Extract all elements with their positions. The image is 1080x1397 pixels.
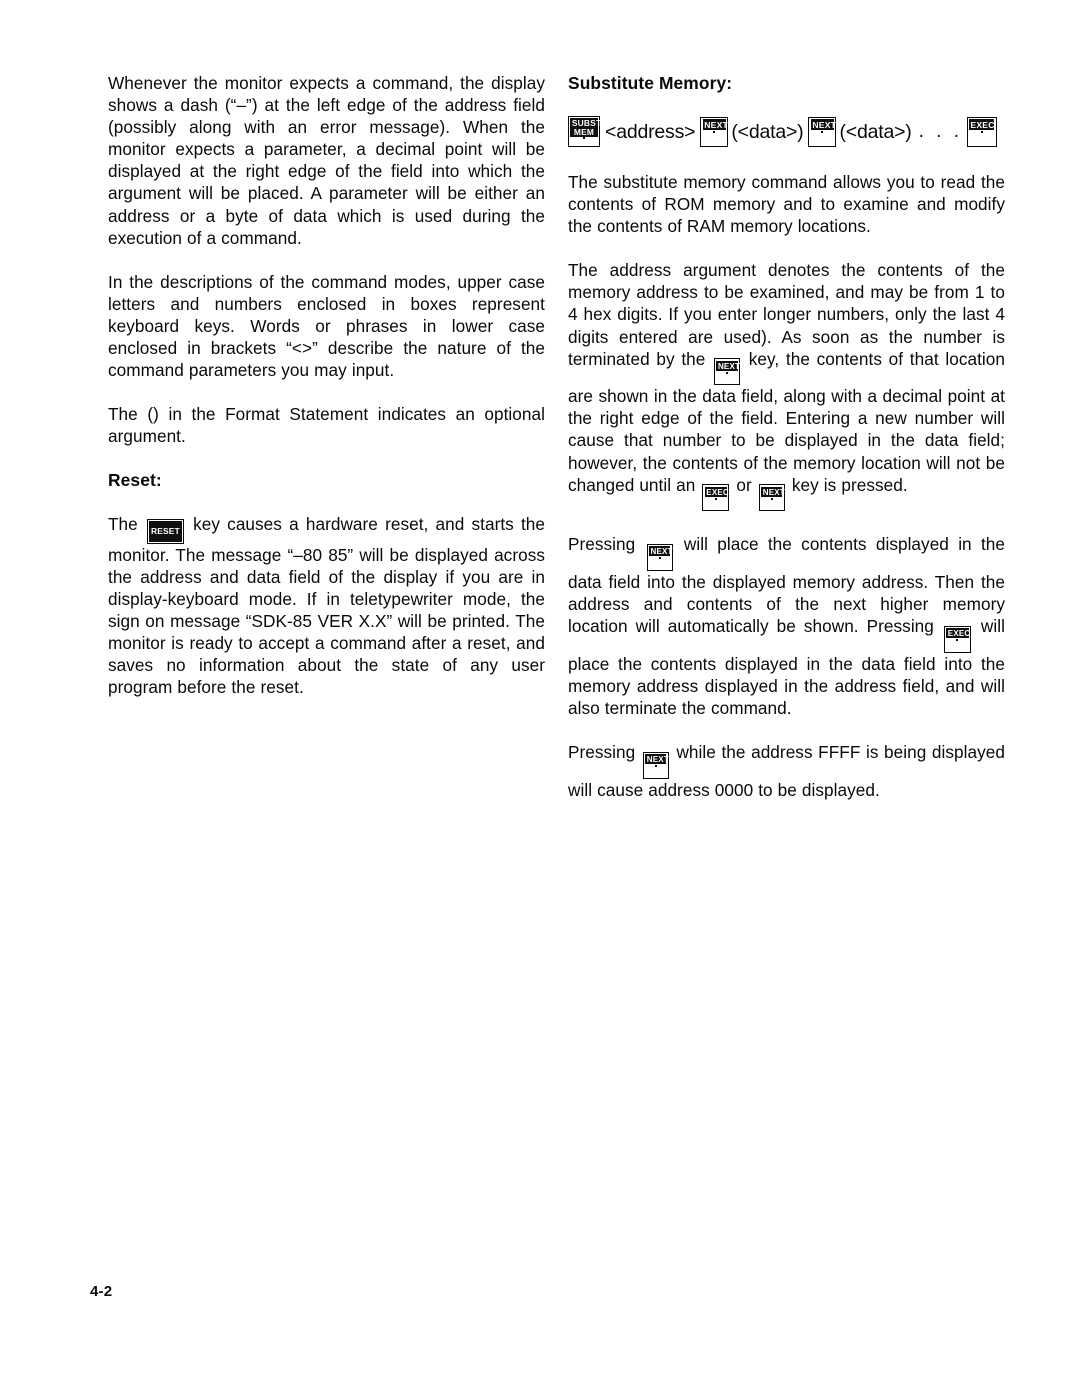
subst-mem-key-dot	[570, 137, 597, 142]
next-key-icon-inline-1	[714, 358, 740, 385]
paragraph-substitute-memory-overview: The substitute memory command allows you to read the contents of ROM memory and to examine and modify the contents of RAM memory locations.	[568, 172, 1005, 237]
next-key-dot-1	[703, 130, 726, 139]
reset-text-before: The	[108, 514, 138, 535]
pressing-paragraph-part3: will place the contents displayed in the data field into the memory address displayed in the address field, and will also terminate the command.	[568, 616, 1005, 718]
exec-key-icon-inline-2	[944, 626, 971, 653]
address-paragraph-part2: key, the contents of that location are shown in the data field, along with a decimal point at the right edge of the field. Entering a new number will cause that number to be displayed in the data field; however, the contents of the memory location will not be changed until an	[568, 348, 1005, 495]
ffff-paragraph-part2: while the address FFFF is being displayed will cause address 0000 to be displayed.	[568, 741, 1005, 800]
next-key-label-inline-2: NEXT	[762, 487, 785, 497]
subst-mem-key-icon	[568, 116, 600, 147]
subst-mem-key-face	[570, 118, 602, 137]
next-key-icon-1	[700, 117, 728, 147]
left-column	[108, 72, 545, 801]
exec-key-dot-inline-1	[705, 497, 727, 506]
two-column-body	[108, 72, 1005, 801]
next-key-label-inline-4: NEXT	[646, 754, 669, 764]
paragraph-ffff-wraparound	[568, 741, 1005, 801]
page-number: 4-2	[90, 1283, 113, 1300]
next-key-icon-inline-3	[647, 544, 673, 571]
next-key-icon-inline-2	[759, 484, 785, 511]
exec-key-icon-inline-1	[702, 484, 729, 511]
reset-key-label: RESET	[149, 521, 181, 542]
exec-key-dot-format	[969, 130, 994, 139]
exec-key-dot-inline-2	[946, 638, 968, 647]
data-token-1: (<data>)	[731, 120, 804, 143]
data-token-2: (<data>)	[839, 120, 912, 143]
ffff-paragraph-part1: Pressing	[568, 741, 636, 762]
paragraph-format-statement: The () in the Format Statement indicates an optional argument.	[108, 404, 545, 447]
next-key-dot-inline-3	[649, 556, 670, 565]
next-key-dot-inline-1	[716, 371, 737, 380]
format-ellipsis: . . .	[918, 120, 963, 142]
paragraph-address-argument	[568, 259, 1005, 511]
exec-key-label-inline-2: EXEC	[947, 629, 971, 639]
exec-key-icon-format	[967, 117, 997, 147]
paragraph-reset-description	[108, 513, 545, 698]
next-key-dot-inline-4	[645, 764, 666, 773]
next-key-label-1: NEXT	[704, 119, 728, 130]
exec-key-label-format: EXEC	[970, 119, 995, 130]
next-key-icon-2	[808, 117, 836, 147]
pressing-paragraph-part2: will place the contents displayed in the data field into the displayed memory address. Then the address and contents of the next higher memory location will automatically be shown. Pressing	[568, 534, 1005, 637]
reset-text-after: key causes a hardware reset, and starts the monitor. The message “–80 85” will be displayed across the address and data field of the display if you are in display-keyboard mode. If in teletypewriter mode, the sign on message “SDK-85 VER X.X” will be printed. The monitor is ready to accept a command after a reset, and saves no information about the state of any user program before the reset.	[108, 514, 546, 698]
subst-mem-key-line1: SUBST	[571, 118, 602, 129]
address-paragraph-part1: The address argument denotes the contents of the memory address to be examined, and may be from 1 to 4 hex digits. If you enter longer numbers, only the last 4 digits entered are used). As soon as the number is terminated by the	[568, 260, 1005, 369]
pressing-paragraph-part1: Pressing	[568, 534, 636, 555]
heading-reset: Reset:	[108, 470, 162, 491]
right-column	[568, 72, 1005, 801]
address-token: <address>	[605, 120, 696, 143]
paragraph-pressing-next-exec	[568, 533, 1005, 719]
reset-key-icon	[147, 519, 184, 544]
next-key-icon-inline-4	[643, 752, 669, 779]
next-key-dot-2	[811, 130, 834, 139]
format-statement-line	[568, 116, 1005, 147]
next-key-label-2: NEXT	[812, 119, 837, 130]
heading-substitute-memory: Substitute Memory:	[568, 73, 733, 93]
paragraph-command-modes: In the descriptions of the command modes, upper case letters and numbers enclosed in boxes represent keyboard keys. Words or phrases in lower case enclosed in brackets “<>” describe the nature of the command parameters you may input.	[108, 271, 545, 381]
next-key-dot-inline-2	[761, 497, 782, 506]
address-paragraph-part3: or	[736, 474, 752, 495]
address-paragraph-part4: key is pressed.	[791, 474, 908, 495]
subst-mem-key-line2: MEM	[573, 126, 595, 137]
next-key-label-inline-1: NEXT	[717, 361, 741, 371]
next-key-label-inline-3: NEXT	[650, 547, 673, 557]
exec-key-label-inline-1: EXEC	[706, 487, 729, 497]
paragraph-monitor-expects: Whenever the monitor expects a command, the display shows a dash (“–”) at the left edge of the address field (possibly along with an error message). When the monitor expects a parameter, a decimal point will be displayed at the right edge of the field into which the argument will be placed. A parameter will be either an address or a byte of data which is used during the execution of a command.	[108, 73, 545, 248]
